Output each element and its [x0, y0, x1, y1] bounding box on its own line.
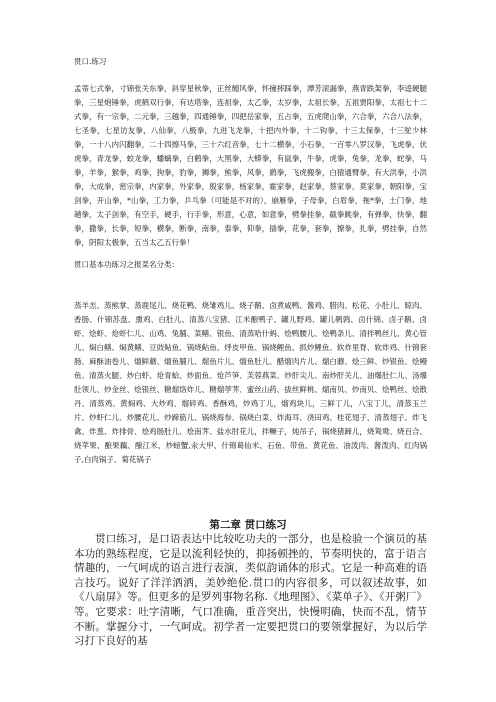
boxing-styles-paragraph: 孟蒂七式拳，寸锦张关东拳，斜穿星秋拳，正丝缠风拳，怀撞摔踩拳，潭芳滚漏拳，燕青跌架拳，李逵硬腿拳，三星炮锤拳，虎鹤双行拳，有达塔拳，连祖拳，太乙拳，太岁拳，太祖长拳，五祖贾阳拳，太祖七十二式拳，有一宗拳，二元拳，三越拳，四通锤拳，四把岳家拳，五占拳，五虎爬山拳，六合拳，六合八法拳，七圣拳，七星访友拳，八仙拳，八极拳，九进飞龙拳，十把内外拳，十二钩拳，十三太保拳，十三鸵少林拳，一十八内闪翻拳，二十四擦马拳，三十六红音拳，七十二横拳，小石拳，一百零八罗汉拳，飞虎拳，伏虎拳，青龙拳，蛟龙拳，蟠螭拳，白鹤拳，大黑拳，大蟒拳，有鼠拳，牛拳，虎拳，兔拳，龙拳，蛇拳，马拳，羊拳，猴拳，鸡拳，狗拳，豹拳，狮拳，熊拳，风拳，鹞拳，飞虎搬拳，白猿通臂拳，有大洪拳，小洪拳，大成拳，密宗拳，内家拳，外家拳，殷家拳，杨家拳，霍家拳，赵家拳，蔡家拳，莫家拳，朝阳拳，宝剑拳，开山拳，*山拳，工力拳，乒乓拳（可能是不对的），崩雁拳，子母拳，白眉拳，拖*拳，土门拳，地趟拳，太子剑拳，有空手，硬手，行手拳，形意，心意，如意拳，劈拳挂拳，截拳跳拳，有弹拳，快拳，翻拳，撒拳，长拳，短拳，横拳，断拳，南拳，泰拳，仰拳，插拳，花拳，套拳，撩拳，扎拳，劈挂拳，自然拳，阴阳太极拳，五当太乙五行拳！	[74, 84, 427, 247]
dish-names-paragraph: 蒸羊羔、蒸熊掌、蒸鹿尾儿、烧花鸭、烧雏鸡儿、烧子鹅、卤煮咸鸭、酱鸡、腊肉、松花、小肚儿、晾肉、香肠、什锦苏盘、熏鸡、白肚儿、清蒸八宝猪、江米酿鸭子、罐儿野鸡、罐儿鹌鹑、卤什锦、卤子鹅、卤虾、烩虾、炝虾仁儿、山鸡、兔脯、菜鳝、银鱼、清蒸哈什蚂、烩鸭腰儿、烩鸭条儿、清拌鸭丝儿、黄心管儿、焖白鳝、焖黄鳝、豆豉鲇鱼、锅烧鲇鱼、烀皮甲鱼、锅烧鲤鱼、抓炒鲤鱼、软炸里脊、软炸鸡、什锦套肠、麻酥油卷儿、熘鲜蘑、熘鱼脯儿、熘鱼片儿、熘鱼肚儿、醋熘肉片儿、熘白蘑、烩三鲜、炒银鱼、烩鳗鱼、清蒸火腿、炒白虾、炝青蛤、炒面鱼、炝芦笋、芙蓉燕菜、炒肝尖儿、南炒肝关儿、油爆肚仁儿、汤爆肚领儿、炒金丝、烩银丝、糖熘饹炸儿、糖熘荸荠、蜜丝山药、拔丝鲜桃、熘南贝、炒南贝、烩鸭丝、烩散丹、清蒸鸡、黄焖鸡、大炒鸡、熘碎鸡、香酥鸡，炒鸡丁儿，熘鸡块儿，三鲜丁儿，八宝丁儿，清蒸玉兰片、炒虾仁儿、炒腰花儿、炒蹄筋儿、锅烧海参、锅烧白菜、炸海耳、浇田鸡、桂花翅子、清蒸翅子、炸飞禽、炸葱、炸排骨、烩鸡肠肚儿、烩南荠、盐水肘花儿，拌鳜子，炖吊子，锅烧猪蹄儿，烧鸳鸯、烧百合、烧苹果、酿果藕、酿江米、炒螃蟹,汆大甲、什锦葛仙米、石鱼、带鱼、黄花鱼、油泼肉、酱泼肉、红肉锅子,白肉锅子、菊花锅子	[74, 301, 427, 464]
dish-names-intro: 贯口基本功练习之报菜名分类：	[74, 260, 179, 269]
document-heading: 贯口.练习	[74, 57, 107, 66]
chapter-body-paragraph: 贯口练习，是口语表达中比较吃功夫的一部分，也是检验一个演员的基本功的熟练程度，它是以流利轻快的，抑扬顿挫的，节奏明快的，富于语言情趣的，一气呵成的语言进行表演，类似韵诵体的形式。它是一种高难的语言技巧。说好了洋洋洒洒，美妙绝伦.贯口的内容很多，可以叙述故事，如《八扇屏》等。但更多的是罗列事物名称.《地理图》、《菜单子》、《开粥厂》等。它要求：吐字清晰，气口准确，重音突出，快慢明确，快而不乱，情节不断。掌握分寸，一气呵成。初学者一定要把贯口的要领掌握好，为以后学习打下良好的基	[74, 533, 427, 648]
chapter-title: 第二章 贯口练习	[209, 519, 287, 531]
